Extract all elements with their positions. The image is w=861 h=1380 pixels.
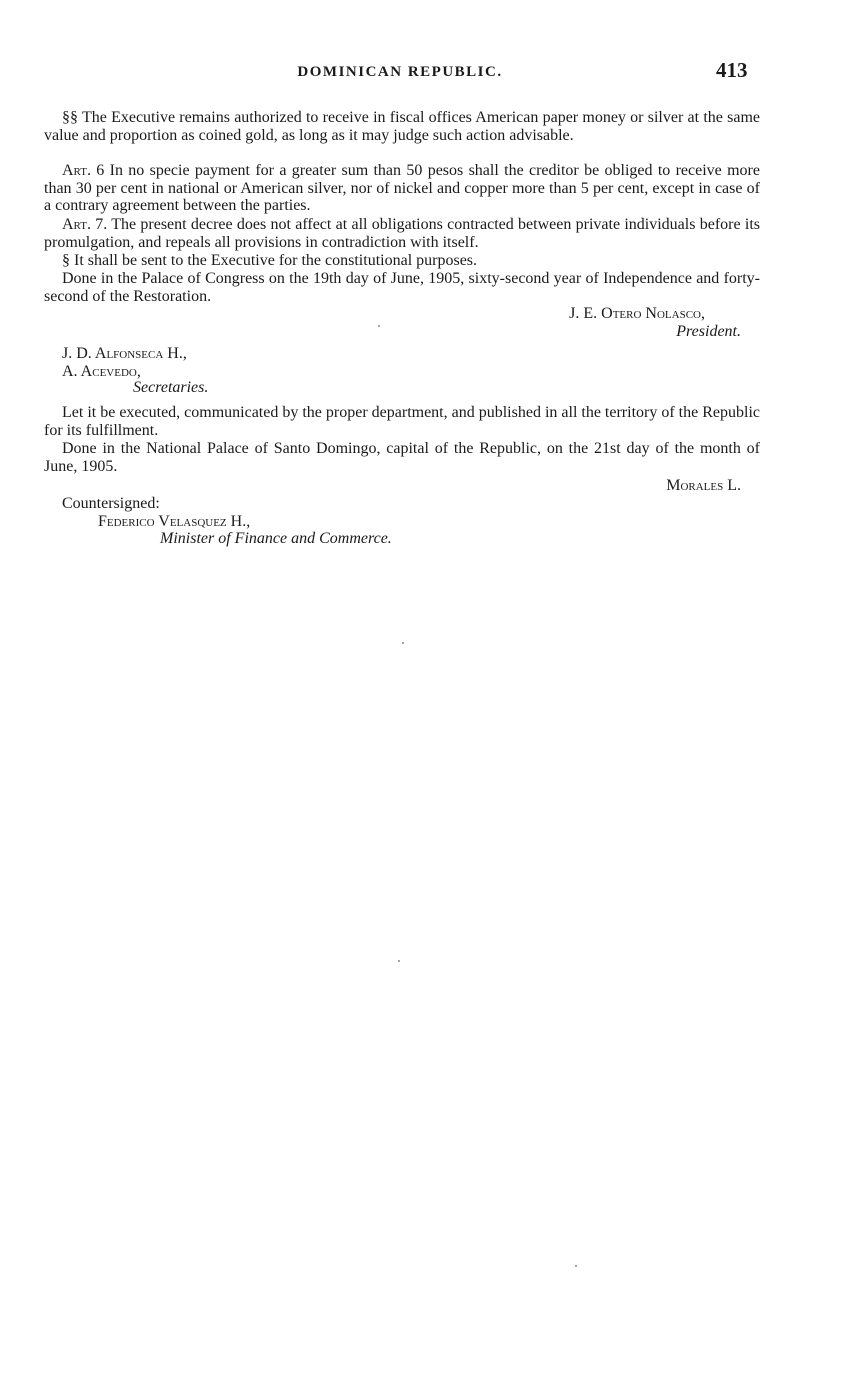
article-7-text: The present decree does not affect at all obligations contracted between private individuals before its promulgation, and repeals all provisions in contradiction with itself. — [44, 216, 760, 251]
article-7-label: Art. 7. — [62, 216, 108, 233]
page-number: 413 — [716, 58, 748, 82]
paragraph-done-congress: Done in the Palace of Congress on the 19th day of June, 1905, sixty-second year of Independence and forty-second of the Restoration. — [44, 270, 760, 305]
executive-signer: Morales L. — [666, 477, 741, 494]
running-head: DOMINICAN REPUBLIC. — [297, 64, 503, 80]
paragraph-done-national-palace: Done in the National Palace of Santo Domingo, capital of the Republic, on the 21st day of the month of June, 1905. — [44, 440, 760, 475]
minister-name: Federico Velasquez H., — [98, 513, 251, 530]
paper-speck — [575, 1265, 577, 1267]
paragraph-article-7 — [44, 216, 760, 251]
paragraph-constitutional-purposes: § It shall be sent to the Executive for the constitutional purposes. — [62, 252, 478, 269]
article-6-text: In no specie payment for a greater sum than 50 pesos shall the creditor be obliged to receive more than 30 per cent in national or American silver, nor of nickel and copper more than 5 per cent, except in case of a contrary agreement between the parties. — [44, 162, 760, 214]
paragraph-article-6 — [44, 162, 760, 215]
countersigned-label: Countersigned: — [62, 495, 160, 512]
paragraph-let-it-be-executed: Let it be executed, communicated by the proper department, and published in all the territory of the Republic for its fulfillment. — [44, 404, 760, 439]
president-name: J. E. Otero Nolasco, — [569, 305, 705, 322]
president-title: President. — [676, 323, 741, 340]
secretary-1-name: J. D. Alfonseca H., — [62, 345, 187, 362]
minister-title: Minister of Finance and Commerce. — [160, 530, 392, 547]
paper-speck — [398, 960, 400, 962]
paper-speck — [402, 642, 404, 644]
paragraph-executive-authorization: §§ The Executive remains authorized to receive in fiscal offices American paper money or silver at the same value and proportion as coined gold, as long as it may judge such action advisable. — [44, 109, 760, 144]
secretaries-title: Secretaries. — [133, 379, 209, 396]
article-6-label: Art. 6 — [62, 162, 105, 179]
paper-speck — [378, 325, 380, 327]
secretary-2-name: A. Acevedo, — [62, 363, 141, 380]
